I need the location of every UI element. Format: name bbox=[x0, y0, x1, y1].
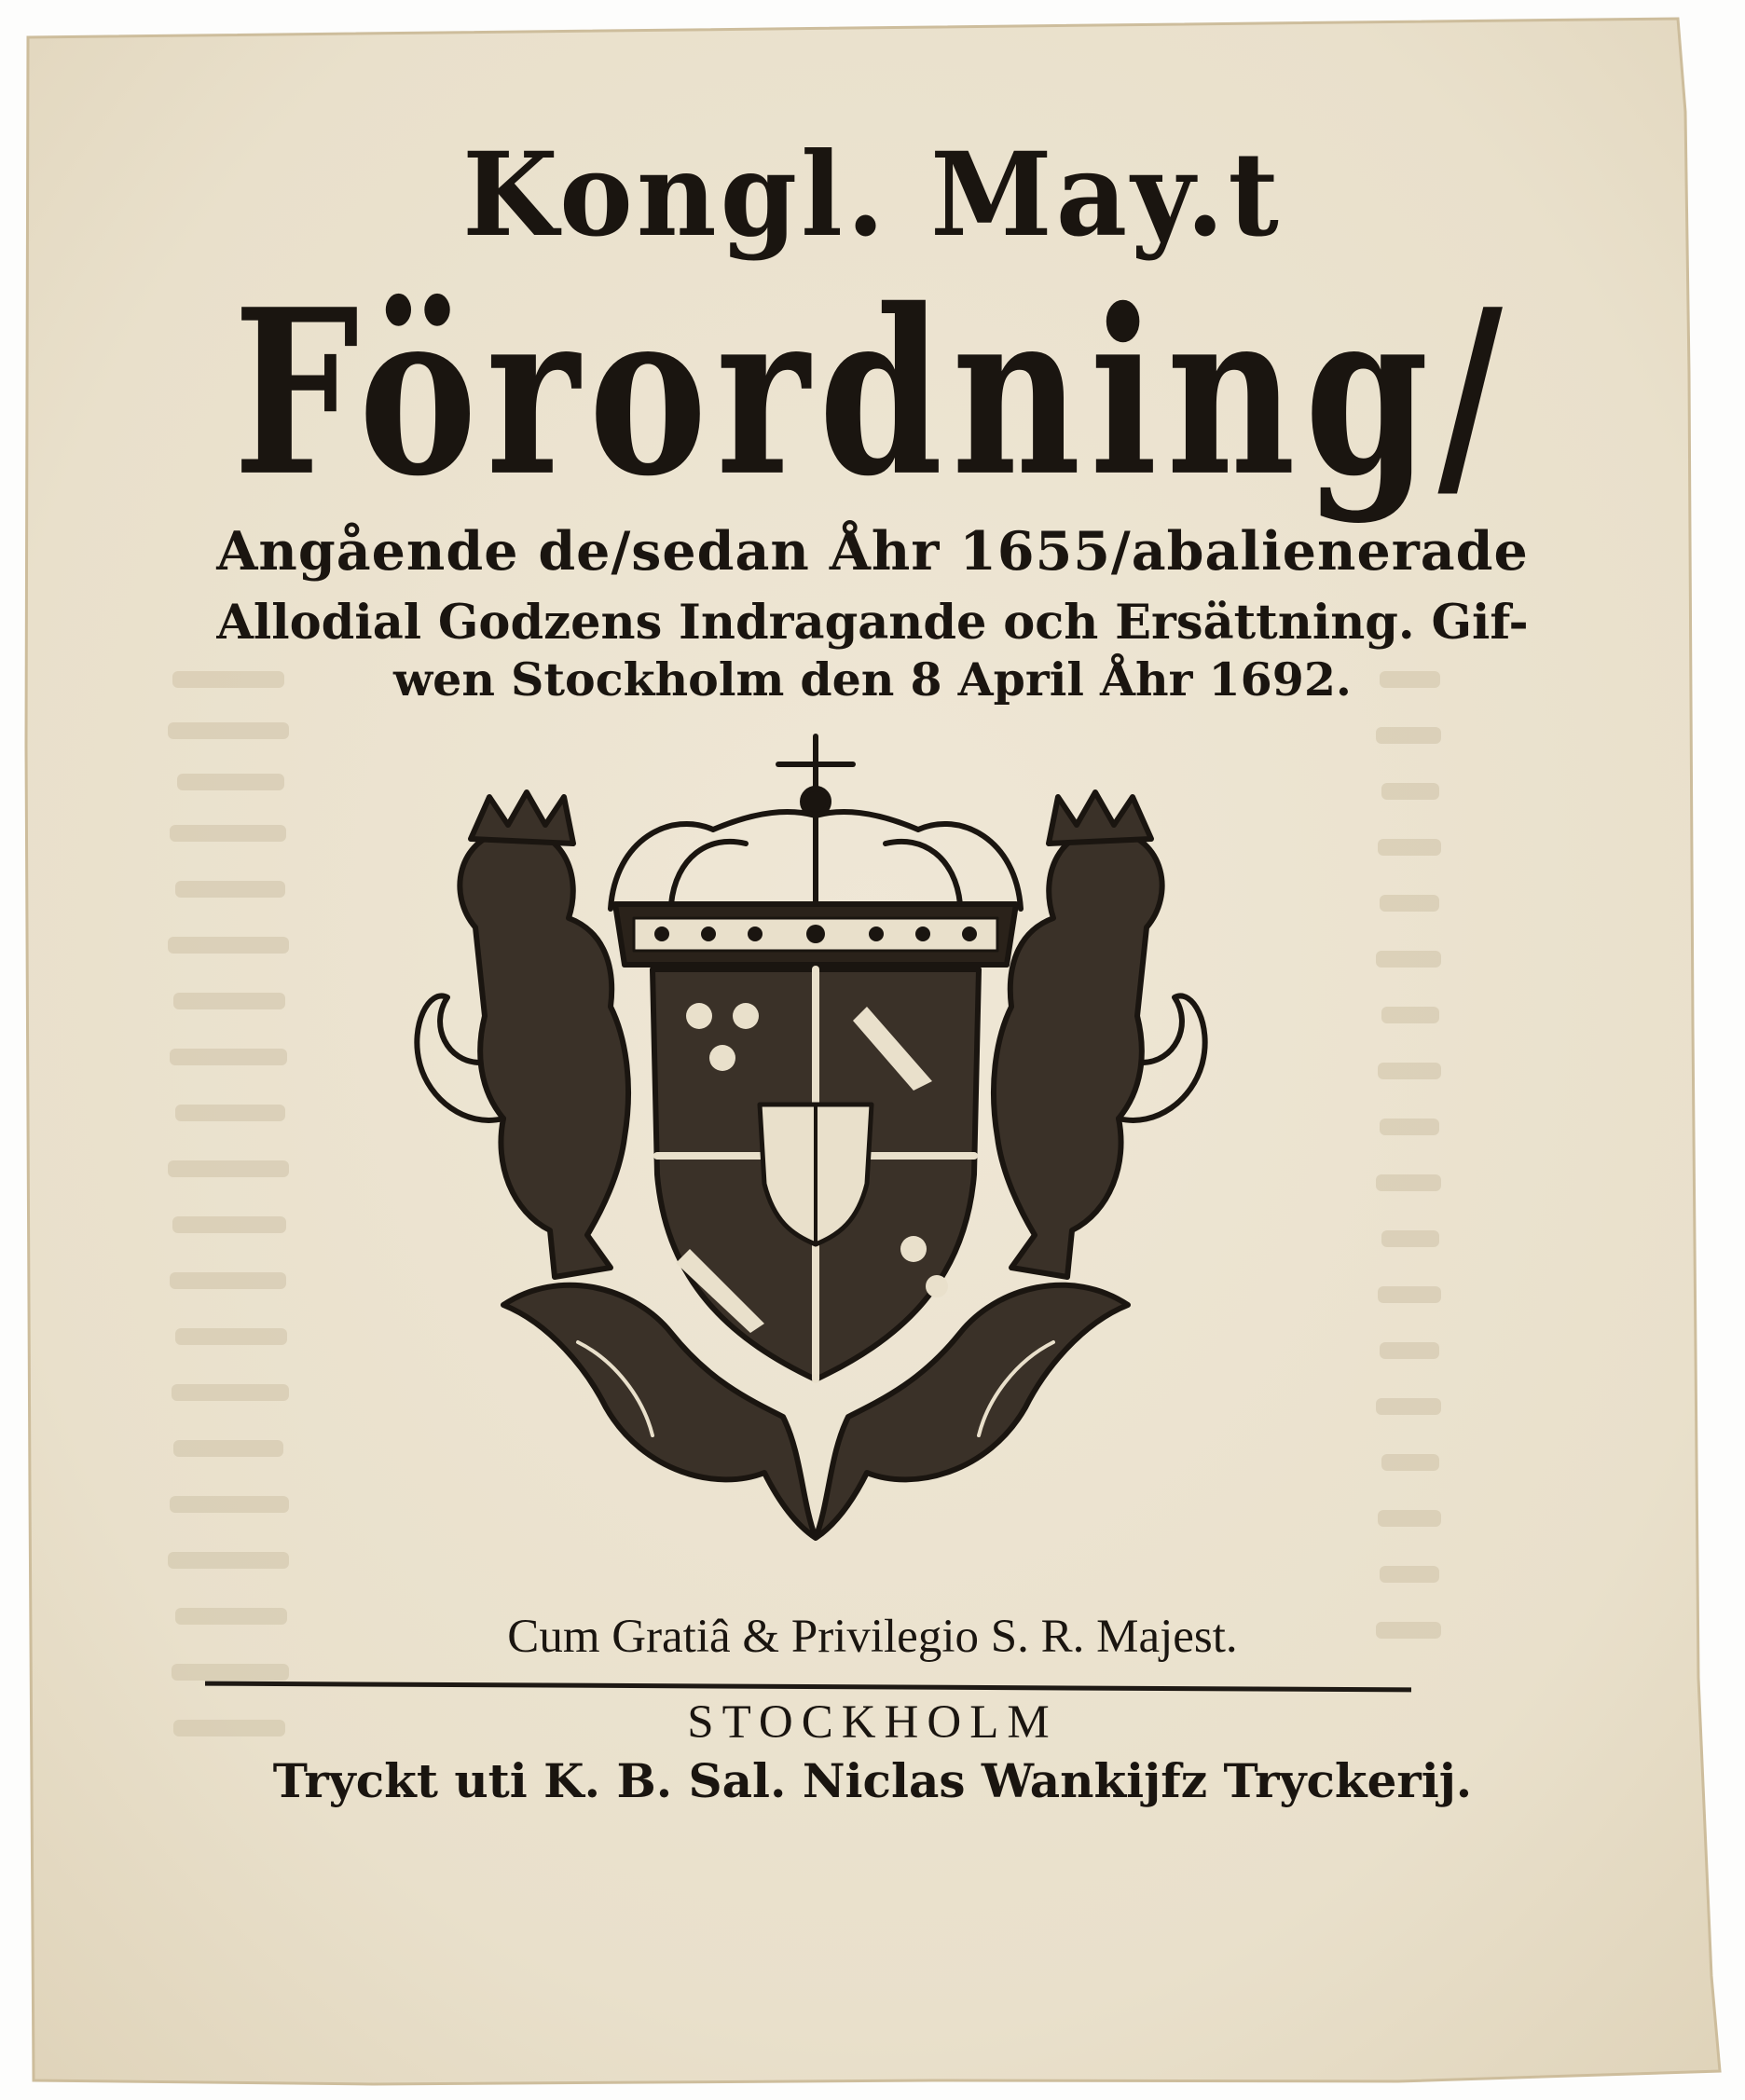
imprint-printer: Tryckt uti K. B. Sal. Niclas Wankijfz Tryckerij. bbox=[272, 1753, 1473, 1808]
title-line-1: Kongl. May.t bbox=[462, 126, 1283, 263]
title-line-2: Förordning/ bbox=[233, 258, 1512, 527]
subtitle-line-1: Angående de/sedan Åhr 1655/abalienerade bbox=[216, 520, 1529, 583]
imprint-city: STOCKHOLM bbox=[687, 1696, 1058, 1749]
royal-coat-of-arms-woodcut bbox=[392, 727, 1230, 1557]
subtitle-line-3: wen Stockholm den 8 April Åhr 1692. bbox=[393, 652, 1352, 707]
subtitle-line-2: Allodial Godzens Indragande och Ersättning. Gif- bbox=[216, 595, 1529, 651]
privilege-line: Cum Gratiâ & Privilegio S. R. Majest. bbox=[507, 1611, 1238, 1663]
